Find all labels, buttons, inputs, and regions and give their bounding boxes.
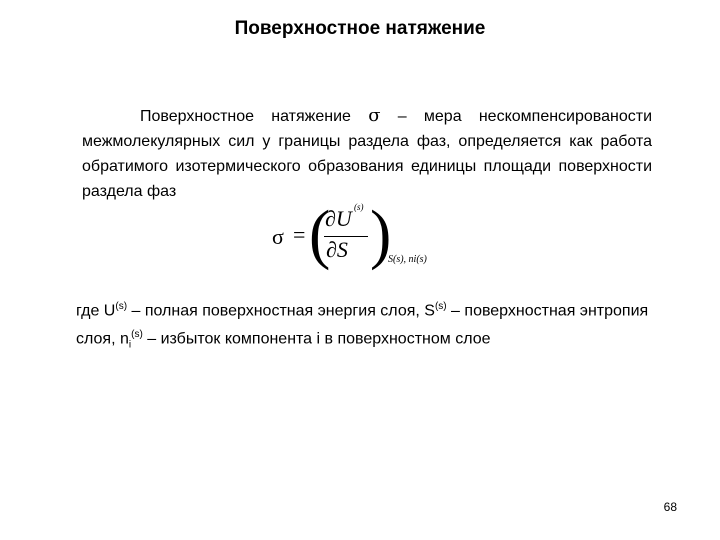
page-title: Поверхностное натяжение [234,18,486,39]
explanation-sup-1: (s) [115,301,128,312]
page-number: 68 [663,500,677,514]
formula-equals: = [293,222,306,247]
definition-paragraph [82,103,652,204]
explanation-part-4: – избыток компонента i в поверхностном слое [142,330,491,348]
formula-right-paren: ) [370,196,392,271]
formula-left-paren: ( [309,196,331,271]
surface-tension-formula [272,196,452,276]
sigma-symbol: σ [368,105,381,126]
formula-denominator: ∂S [326,237,348,262]
explanation-part-3: – поверхностная энтропия слоя, n [76,302,649,348]
formula-numerator: ∂U [325,206,352,231]
explanation-sup-3: (s) [131,329,143,341]
explanation-sup-2: (s) [434,301,447,312]
explanation-sub-i: i [128,339,132,351]
explanation-part-2: – полная поверхностная энергия слоя, S [127,302,435,320]
definition-text: – мера нескомпенсированости межмолекулярных сил у границы раздела фаз, определяется как работа обратимого изотермического образования единицы площади поверхности раздела фаз [82,108,653,200]
formula-subscript: S(s), ni(s) [388,254,427,265]
formula-numerator-superscript: (s) [354,202,364,212]
formula-sigma: σ [272,224,284,249]
explanation-paragraph [76,295,666,358]
definition-lead: Поверхностное натяжение [140,108,351,125]
explanation-part-1: где U [76,302,116,320]
